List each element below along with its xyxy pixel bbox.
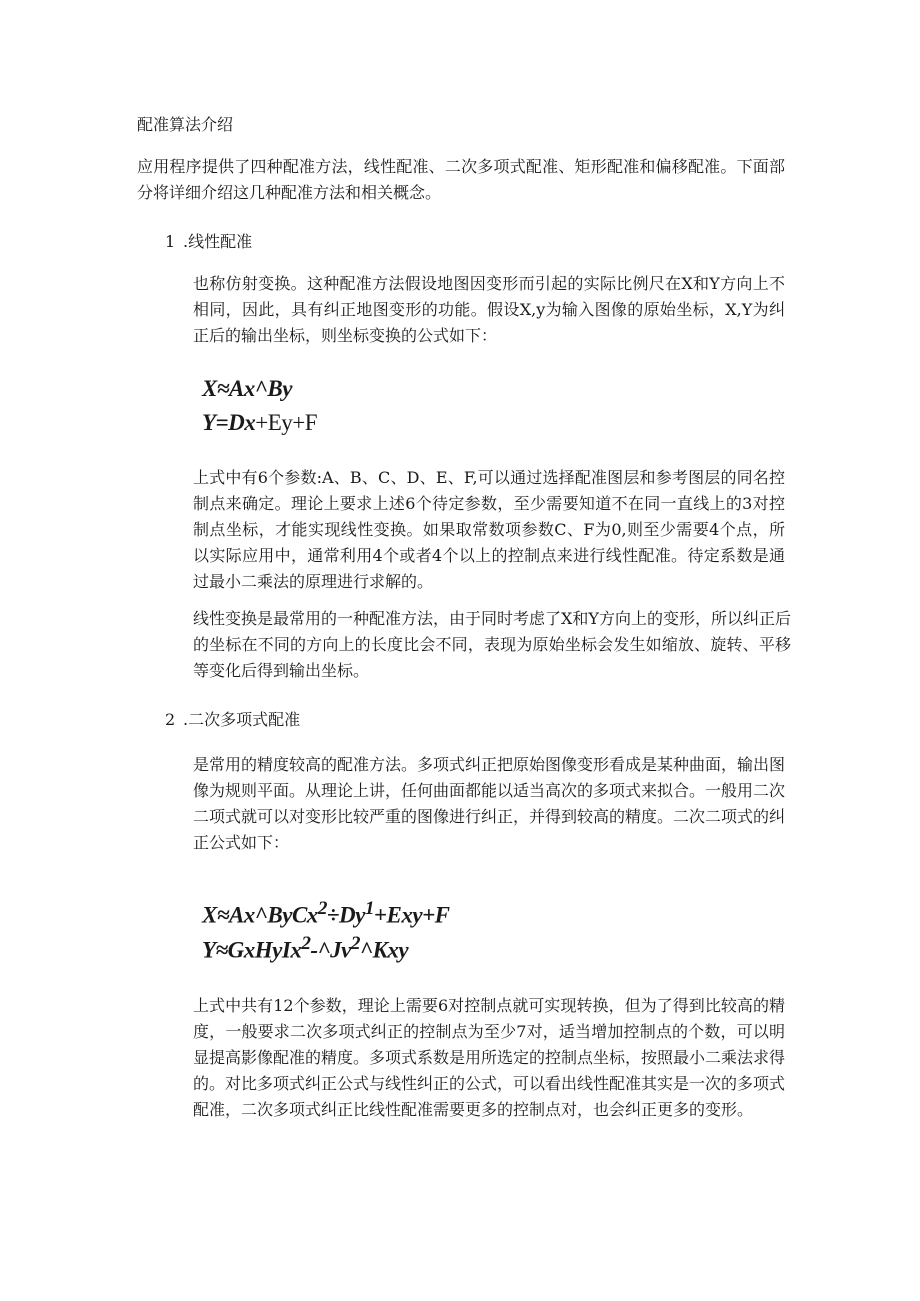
section-1-paragraph-3: 线性变换是最常用的一种配准方法，由于同时考虑了X和Y方向上的变形，所以纠正后的坐标在不同的方向上的长度比会不同，表现为原始坐标会发生如缩放、旋转、平移等变化后得到输出坐标。	[193, 609, 791, 680]
intro-paragraph: 应用程序提供了四种配准方法，线性配准、二次多项式配准、矩形配准和偏移配准。下面部分将详细介绍这几种配准方法和相关概念。	[137, 157, 785, 202]
poly-y-part-c: ^Kxy	[359, 937, 409, 963]
section-1-title: .线性配准	[183, 232, 253, 251]
document-title: 配准算法介绍	[137, 115, 234, 134]
poly-x-sup-2: 1	[364, 898, 374, 919]
section-2-heading	[165, 707, 300, 733]
section-1-heading	[165, 229, 252, 255]
poly-x-part-c: +Exy+F	[373, 902, 450, 928]
poly-y-part-b: -^Jv	[310, 937, 351, 963]
poly-y-sup-2: 2	[350, 933, 360, 954]
poly-y-sup-1: 2	[301, 933, 311, 954]
poly-x-part-a: X≈Ax^ByCx	[202, 902, 318, 928]
section-1-number: 1	[165, 232, 176, 251]
polynomial-formula-y	[202, 929, 408, 966]
linear-formula-x: X≈Ax^By	[202, 376, 292, 401]
poly-x-part-b: ÷Dy	[326, 902, 365, 928]
section-2-paragraph-1: 是常用的精度较高的配准方法。多项式纠正把原始图像变形看成是某种曲面，输出图像为规则平面。从理论上讲，任何曲面都能以适当高次的多项式来拟合。一般用二次二项式就可以对变形比较严重的图像进行纠正，并得到较高的精度。二次二项式的纠正公式如下：	[193, 755, 786, 852]
linear-formula-y	[202, 408, 317, 438]
section-1-paragraph-2: 上式中有6个参数:A、B、C、D、E、F,可以通过选择配准图层和参考图层的同名控制点来确定。理论上要求上述6个待定参数，至少需要知道不在同一直线上的3对控制点坐标，才能实现线性变换。如果取常数项参数C、F为0,则至少需要4个点，所以实际应用中，通常利用4个或者4个以上的控制点来进行线性配准。待定系数是通过最小二乘法的原理进行求解的。	[193, 468, 785, 591]
poly-x-sup-1: 2	[317, 898, 327, 919]
linear-formula-y-rest: +Ey+F	[255, 410, 318, 435]
section-2-number: 2	[165, 710, 176, 729]
polynomial-formula-x	[202, 894, 450, 931]
section-2-title: .二次多项式配准	[183, 710, 301, 729]
section-1-paragraph-1: 也称仿射变换。这种配准方法假设地图因变形而引起的实际比例尺在X和Y方向上不相同，因此，具有纠正地图变形的功能。假设X,y为输入图像的原始坐标，X,Y为纠正后的输出坐标，则坐标变换的公式如下：	[193, 274, 785, 345]
section-2-paragraph-2: 上式中共有12个参数，理论上需要6对控制点就可实现转换，但为了得到比较高的精度，一般要求二次多项式纠正的控制点为至少7对，适当增加控制点的个数，可以明显提高影像配准的精度。多项式系数是用所选定的控制点坐标，按照最小二乘法求得的。对比多项式纠正公式与线性纠正的公式，可以看出线性配准其实是一次的多项式配准，二次多项式纠正比线性配准需要更多的控制点对，也会纠正更多的变形。	[193, 996, 786, 1119]
poly-y-part-a: Y≈GxHyIx	[202, 937, 302, 963]
linear-formula-y-bold: Y=Dx	[202, 410, 256, 435]
